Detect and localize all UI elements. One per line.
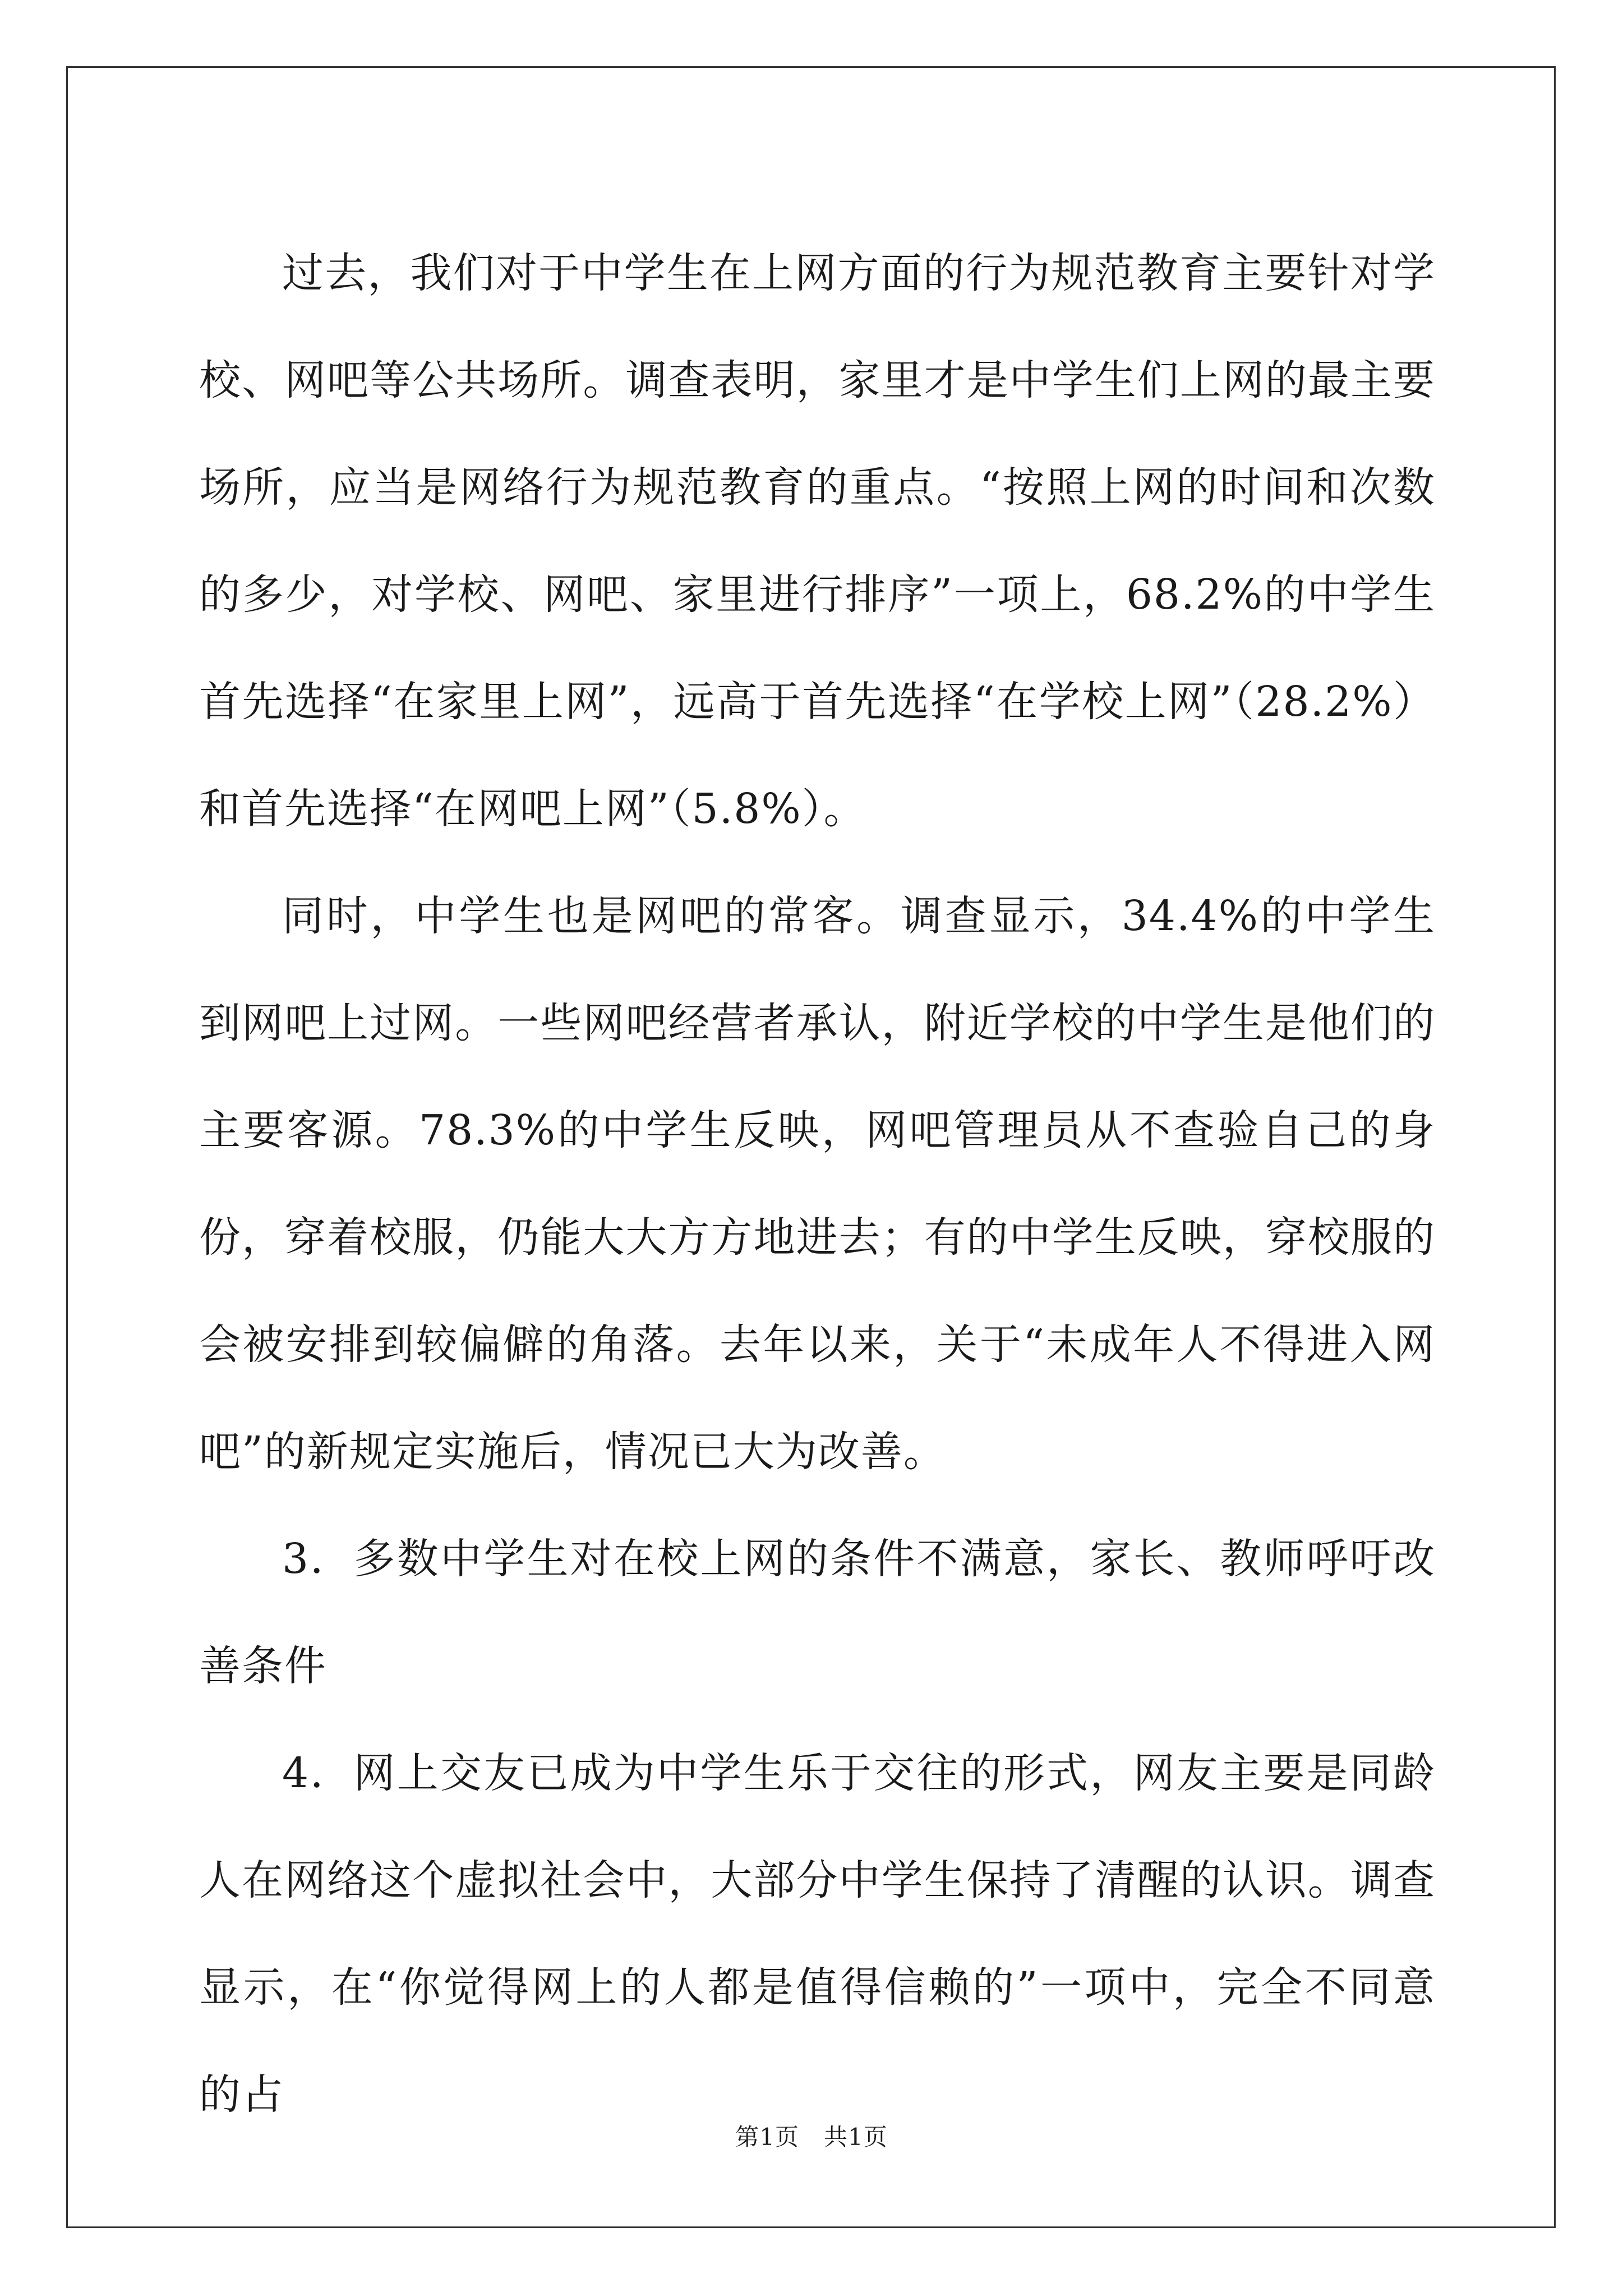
page-total: 共1页: [824, 2123, 888, 2151]
paragraph-internet-location: 过去，我们对于中学生在上网方面的行为规范教育主要针对学校、网吧等公共场所。调查表明，家里才是中学生们上网的最主要场所，应当是网络行为规范教育的重点。“按照上网的时间和次数的多少，对学校、网吧、家里进行排序”一项上，68.2%的中学生首先选择“在家里上网”，远高于首先选择“在学校上网”（28.2%）和首先选择“在网吧上网”（5.8%）。: [199, 249, 1436, 833]
paragraph-internet-cafe: 同时，中学生也是网吧的常客。调查显示，34.4%的中学生到网吧上过网。一些网吧经营者承认，附近学校的中学生是他们的主要客源。78.3%的中学生反映，网吧管理员从不查验自己的身份，穿着校服，仍能大大方方地进去；有的中学生反映，穿校服的会被安排到较偏僻的角落。去年以来，关于“未成年人不得进入网吧”的新规定实施后，情况已大为改善。: [199, 892, 1436, 1476]
paragraph-section-3: 3．多数中学生对在校上网的条件不满意，家长、教师呼吁改善条件: [199, 1535, 1436, 1690]
paragraph-section-4: 4．网上交友已成为中学生乐于交往的形式，网友主要是同龄人在网络这个虚拟社会中，大部分中学生保持了清醒的认识。调查显示，在“你觉得网上的人都是值得信赖的”一项中，完全不同意的占: [199, 1749, 1436, 2119]
document-body: [199, 220, 1436, 2148]
page-number: 第1页: [735, 2123, 799, 2151]
page-footer: [0, 2123, 1623, 2151]
